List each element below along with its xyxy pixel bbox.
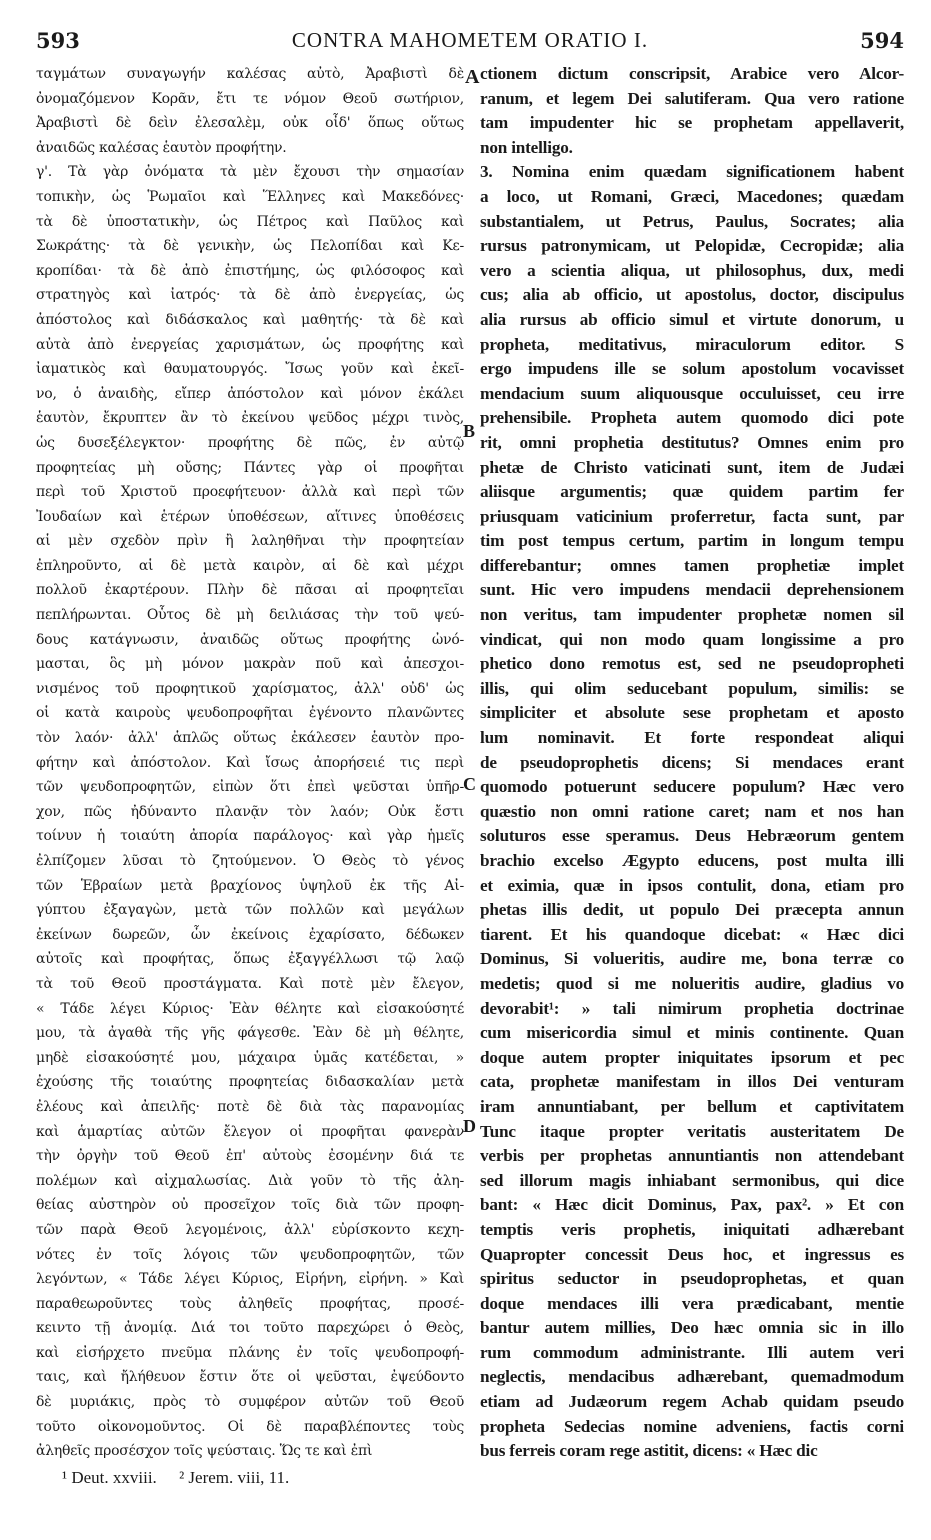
latin-text-line: doque mendaces illi vera prædicabant, mentie [480, 1293, 904, 1313]
greek-text-line: νότες ἐν τοῖς λόγοις τῶν ψευδοπροφητῶν, τῶν [36, 1246, 464, 1263]
latin-text-line: differebantur; omnes tamen prophetiæ implet [480, 555, 904, 575]
greek-text-line: ἰαματικὸς καὶ θαυματουργός. Ἴσως γοῦν καὶ ἐκεῖ- [36, 361, 464, 378]
greek-text-line: ἀναιδῶς καλέσας ἑαυτὸν προφήτην. [36, 139, 287, 156]
greek-text-line: ἑαυτὸν, ἔκρυπτεν ἂν τὸ ἐκείνου ψεῦδος μέχρι τινὸς, [36, 410, 464, 427]
latin-text-line: de pseudoprophetis dicens; Si mendaces erant [480, 752, 904, 772]
greek-text-line: χον, πῶς ἠδύναντο πλανᾷν τὸν λαόν; Οὐκ ἔστι [36, 803, 464, 820]
greek-text-line: νισμένος τοῦ προφητικοῦ χαρίσματος, ἀλλ' οὐδ' ὡς [36, 680, 464, 697]
greek-text-line: προφητείας μὴ οὔσης; Πάντες γὰρ οἱ προφῆται [36, 459, 464, 476]
page-number-left: 593 [36, 28, 80, 53]
margin-marker-c: C [463, 774, 476, 794]
latin-text-line: ctionem dictum conscripsit, Arabice vero Alcor- [480, 64, 904, 83]
greek-text-line: αἱ μὲν σχεδὸν πρὶν ἢ λαληθῆναι τὴν προφητείαν [36, 533, 464, 550]
latin-text-line: non intelligo. [480, 137, 573, 157]
greek-text-line: κειντο τῇ ἀνομίᾳ. Διά τοι τοῦτο παρεχώρει ὁ Θεὸς, [36, 1320, 464, 1337]
greek-text-line: ἀληθεῖς προσέσχον τοῖς ψεύσταις. Ὥς τε καὶ ἐπὶ [36, 1443, 373, 1460]
greek-text-line: τοπικὴν, ὡς Ῥωμαῖοι καὶ Ἕλληνες καὶ Μακεδόνες· [36, 188, 464, 205]
greek-text-line: ἐπληροῦντο, αἱ δὲ μετὰ καιρὸν, αἱ δὲ καὶ μέχρι [36, 557, 464, 574]
margin-marker-a: A [465, 66, 480, 88]
latin-text-line: tam impudenter hic se prophetam appellaverit, [480, 113, 904, 133]
latin-text-line: sunt. Hic vero impudens mendacii deprehensionem [480, 580, 904, 600]
latin-text-line: a loco, ut Romani, Græci, Macedones; quædam [480, 186, 904, 206]
greek-text-line: παραθεωροῦντες τοὺς ἀληθεῖς προφήτας, προσέ- [36, 1295, 464, 1312]
greek-text-line: ἐλπίζομεν λῦσαι τὸ ζητούμενον. Ὁ Θεὸς τὸ γένος [36, 853, 464, 869]
page-header [36, 28, 904, 58]
latin-text-line: Tunc itaque propter veritatis austeritatem De [480, 1121, 904, 1141]
page-number-right: 594 [860, 28, 904, 53]
latin-text-line: tim post tempus certum, partim in longum tempu [480, 531, 904, 551]
footnote-1: ¹ Deut. xxviii. [62, 1468, 157, 1487]
greek-text-line: Σωκράτης· τὰ δὲ γενικὴν, ὡς Πελοπίδαι καὶ Κε- [36, 238, 464, 255]
greek-text-line: ἐλέους καὶ ἀπειλῆς· ποτὲ δὲ διὰ τὰς παρανομίας [36, 1098, 464, 1115]
greek-text-line: τὰ δὲ ὑποστατικὴν, ὡς Πέτρος καὶ Παῦλος καὶ [36, 213, 464, 230]
latin-text-line: devorabit¹: » tali nimirum prophetia doctrinae [480, 998, 904, 1018]
latin-text-line: quæstio non omni ratione caret; nam et nos han [480, 801, 904, 821]
latin-text-line: rit, omni prophetia destitutus? Omnes enim pro [480, 432, 904, 452]
latin-text-line: ranum, et legem Dei salutiferam. Qua vero ratione [480, 88, 904, 108]
greek-column [36, 62, 464, 1460]
footnotes [62, 1468, 307, 1488]
latin-text-line: temptis veris prophetis, iniquitati adhærebant [480, 1219, 904, 1239]
greek-text-line: Ἰουδαίων καὶ ἑτέρων ὑποθέσεων, αἵτινες ὑποθέσεις [36, 508, 464, 525]
latin-text-line: iram annuntiabant, per bellum et captivitatem [480, 1096, 904, 1116]
latin-text-line: phetæ de Christo vaticinati sunt, item de Judæi [480, 457, 904, 477]
greek-text-line: ἐχούσης τῆς τοιαύτης προφητείας διδασκαλίαν μετὰ [36, 1074, 464, 1091]
latin-text-line: vero a scientia aliqua, ut philosophus, dux, medi [480, 260, 904, 280]
greek-text-line: αὐτὰ ἀπὸ ἐνεργείας χαρισμάτων, ὡς προφήτης καὶ [36, 336, 464, 353]
latin-column [480, 62, 904, 1461]
latin-text-line: mendacium suum aliquousque occuluisset, ceu irre [480, 383, 904, 403]
greek-text-line: τοῦτο οἰκονομοῦντος. Οἱ δὲ παραβλέποντες τοὺς [36, 1418, 464, 1435]
greek-text-line: θείας αὐστηρὸν οὐ προσεῖχον τοῖς διὰ τῶν προφη- [36, 1197, 464, 1214]
latin-text-line: quomodo potuerunt seducere populum? Hæc vero [480, 777, 904, 797]
latin-text-line: bantur autem millies, Deo hæc omnia sic in illo [480, 1318, 904, 1338]
greek-text-line: τὰ τοῦ Θεοῦ προστάγματα. Καὶ ποτὲ μὲν ἔλεγον, [36, 975, 464, 992]
greek-text-line: αὐτοῖς καὶ προφήτας, ὅπως ἐξαγγέλλωσι τῷ λαῷ [36, 951, 464, 968]
greek-text-line: μου, τὰ ἀγαθὰ τῆς γῆς φάγεσθε. Ἐὰν δὲ μὴ θέλητε, [36, 1025, 464, 1042]
greek-text-line: τῶν παρὰ Θεοῦ λεγομένοις, ἀλλ' εὐρίσκοντο κεχη- [36, 1221, 464, 1238]
latin-text-line: soluturos esse speramus. Deus Hebræorum gentem [480, 826, 904, 846]
greek-text-line: κροπίδαι· τὰ δὲ ἀπὸ ἐπιστήμης, ὡς φιλόσοφος καὶ [36, 262, 464, 279]
latin-text-line: brachio excelso Ægypto educens, post multa illi [480, 851, 904, 870]
latin-text-line: non veritus, tam impudenter prophetæ nomen sil [480, 605, 904, 625]
latin-text-line: aliisque argumentis; quæ quidem partim fer [480, 482, 904, 502]
margin-marker-d: D [463, 1116, 476, 1136]
greek-text-line: Ἀραβιστὶ δὲ δεὶν ἐλεσαλὲμ, οὐκ οἶδ' ὅπως οὕτως [36, 115, 464, 132]
greek-text-line: δους κατάγνωσιν, ἀναιδῶς οὕτως προφήτης ὠνό- [36, 631, 464, 648]
latin-text-line: illis, qui olim seducebant populum, similis: se [480, 678, 904, 698]
greek-text-line: τοίνυν ἡ τοιαύτη ἀπορία παράλογος· καὶ γὰρ ἡμεῖς [36, 828, 464, 845]
latin-text-line: alia rursus ab officio simul et virtute donorum, u [480, 309, 904, 329]
latin-text-line: rursus patronymicam, ut Pelopidæ, Cecropidæ; alia [480, 236, 904, 256]
latin-text-line: spiritus seductor in pseudoprophetas, et quan [480, 1269, 904, 1289]
latin-text-line: simpliciter et absolute sese prophetam et aposto [480, 703, 904, 723]
greek-text-line: γ'. Τὰ γὰρ ὀνόματα τὰ μὲν ἔχουσι τὴν σημασίαν [36, 164, 464, 181]
greek-text-line: τὸν λαόν· ἀλλ' ἁπλῶς οὕτως ἐκάλεσεν ἑαυτὸν προ- [36, 730, 464, 747]
greek-text-line: πολλοῦ ἐκαρτέρουν. Πλὴν δὲ πᾶσαι αἱ προφητεῖαι [36, 582, 464, 599]
greek-text-line: τῶν ψευδοπροφητῶν, εἰπὼν ὅτι ἐπεὶ ψεῦσται ὑπῆρ- [36, 779, 464, 796]
greek-text-line: νο, ὁ ἀναιδὴς, εἴπερ ἀπόστολον καὶ μόνον ἐκάλει [36, 385, 464, 402]
latin-text-line: rum commodum administrante. Illi autem veri [480, 1342, 904, 1362]
latin-text-line: Dominus, Si volueritis, audire me, bona terræ co [480, 949, 904, 969]
greek-text-line: καὶ εἰσήρχετο πνεῦμα πλάνης ἐν τοῖς ψευδοπροφή- [36, 1344, 464, 1361]
latin-text-line: cum misericordia simul et minis continente. Quan [480, 1023, 904, 1043]
latin-text-line: Quapropter concessit Deus hoc, et ingressus es [480, 1244, 904, 1264]
margin-marker-b: B [463, 421, 476, 441]
latin-text-line: sed illorum magis inhiabant sermonibus, qui dice [480, 1170, 904, 1190]
running-title: CONTRA MAHOMETEM ORATIO I. [291, 28, 649, 52]
latin-text-line: ergo impudens ille se solum apostolum vocavisset [480, 359, 904, 379]
latin-text-line: propheta, meditativus, miraculorum editor. S [480, 334, 904, 354]
latin-text-line: lum nominavit. Et forte respondeat aliqui [480, 728, 904, 748]
greek-text-line: στρατηγὸς καὶ ἰατρός· τὰ δὲ ἀπὸ ἐνεργείας, ὡς [36, 287, 464, 304]
latin-text-line: vindicat, qui non modo quam longissime a pro [480, 629, 904, 649]
latin-text-line: priusquam vaticinium proferretur, facta sunt, par [480, 506, 904, 526]
latin-text-line: doque autem propter iniquitates ipsorum et pec [480, 1047, 904, 1067]
latin-text-line: etiam ad Judæorum regem Achab quidam pseudo [480, 1392, 904, 1412]
greek-text-line: γύπτου ἐξαγαγὼν, μετὰ τῶν πολλῶν καὶ μεγάλων [36, 902, 464, 919]
latin-text-line: phetico dono remotus est, sed ne pseudopropheti [480, 654, 904, 674]
greek-text-line: καὶ ἁμαρτίας αὐτῶν ἔλεγον οἱ προφῆται φανερὰν [36, 1123, 464, 1140]
latin-text-line: substantialem, ut Petrus, Paulus, Socrates; alia [480, 211, 904, 231]
greek-text-line: « Τάδε λέγει Κύριος· Ἐὰν θέλητε καὶ εἰσακούσητέ [36, 1000, 464, 1017]
greek-text-line: μηδὲ εἰσακούσητέ μου, μάχαιρα ὑμᾶς κατέδεται, » [36, 1049, 464, 1066]
greek-text-line: οἱ κατὰ καιροὺς ψευδοπροφῆται ἐγένοντο πλανῶντες [36, 705, 464, 722]
greek-text-line: μασται, ὃς μὴ μόνον μακρὰν ποῦ καὶ ἀπεσχοι- [36, 656, 464, 673]
latin-text-line: medetis; quod si me nolueritis audire, gladius vo [480, 973, 904, 993]
greek-text-line: πεπλήρωνται. Οὗτος δὲ μὴ δειλιάσας τὴν τοῦ ψεύ- [36, 607, 464, 624]
latin-text-line: neglectis, mendacibus adhærebant, quemadmodum [480, 1367, 904, 1387]
latin-text-line: tiarent. Et his quandoque dicebat: « Hæc dici [480, 924, 904, 944]
greek-text-line: λεγόντων, « Τάδε λέγει Κύριος, Εἰρήνη, εἰρήνη. » Καὶ [36, 1271, 464, 1288]
latin-text-line: et eximia, quæ in ipsos contulit, dona, etiam pro [480, 875, 904, 895]
latin-text-line: cata, prophetæ manifestam in illos Dei venturam [480, 1072, 904, 1092]
greek-text-line: τὴν ὀργὴν τοῦ Θεοῦ ἐπ' αὐτοὺς ἐσομένην διά τε [36, 1148, 464, 1165]
greek-text-line: ἐκείνων δωρεῶν, ὧν ἐκείνοις ἐχαρίσατο, δέδωκεν [36, 926, 464, 943]
latin-text-line: bus ferreis coram rege astitit, dicens: « Hæc dic [480, 1441, 818, 1461]
latin-text-line: verbis per prophetas annuntiantis non attendebant [480, 1146, 904, 1166]
greek-text-line: τῶν Ἑβραίων μετὰ βραχίονος ὑψηλοῦ ἐκ τῆς Αἰ- [36, 877, 464, 894]
latin-text-line: bant: « Hæc dicit Dominus, Pax, pax². » Et con [480, 1195, 904, 1215]
latin-text-line: prehensibile. Propheta autem quomodo dici pote [480, 408, 904, 428]
greek-text-line: περὶ τοῦ Χριστοῦ προεφήτευον· ἀλλὰ καὶ περὶ τῶν [36, 484, 464, 501]
greek-text-line: ὀνομαζόμενον Κορᾶν, ἔτι τε νόμον Θεοῦ σωτήριον, [36, 90, 464, 107]
footnote-2: ² Jerem. viii, 11. [179, 1468, 290, 1487]
greek-text-line: δὲ μυριάκις, πρὸς τὸ συμφέρον αὐτῶν τοῦ Θεοῦ [36, 1394, 464, 1411]
latin-text-line: 3. Nomina enim quædam significationem habent [480, 162, 904, 182]
latin-text-line: propheta Sedecias nomine adveniens, factis corni [480, 1416, 904, 1436]
greek-text-line: ὡς δυσεξέλεγκτον· προφήτης δὲ πῶς, ἐν αὐτῷ [36, 434, 464, 451]
greek-text-line: πολέμων καὶ αἰχμαλωσίας. Διὰ γοῦν τὸ τῆς ἀλη- [36, 1172, 464, 1189]
greek-text-line: ταις, καὶ ἤλήθευον ἔστιν ὅτε οἱ ψεῦσται, ἐψεύδοντο [36, 1369, 464, 1386]
greek-text-line: ἀπόστολος καὶ διδάσκαλος καὶ μαθητής· τὰ δὲ καὶ [36, 311, 464, 328]
greek-text-line: φήτην καὶ ἀπόστολον. Καὶ ἴσως ἀπορήσειέ τις περὶ [36, 754, 464, 771]
latin-text-line: cus; alia ab officio, ut apostolus, doctor, discipulus [480, 285, 904, 305]
greek-text-line: ταγμάτων συναγωγήν καλέσας αὐτὸ, Ἀραβιστὶ δὲ [36, 66, 464, 82]
latin-text-line: phetas illis dedit, ut populo Dei præcepta annun [480, 900, 904, 920]
